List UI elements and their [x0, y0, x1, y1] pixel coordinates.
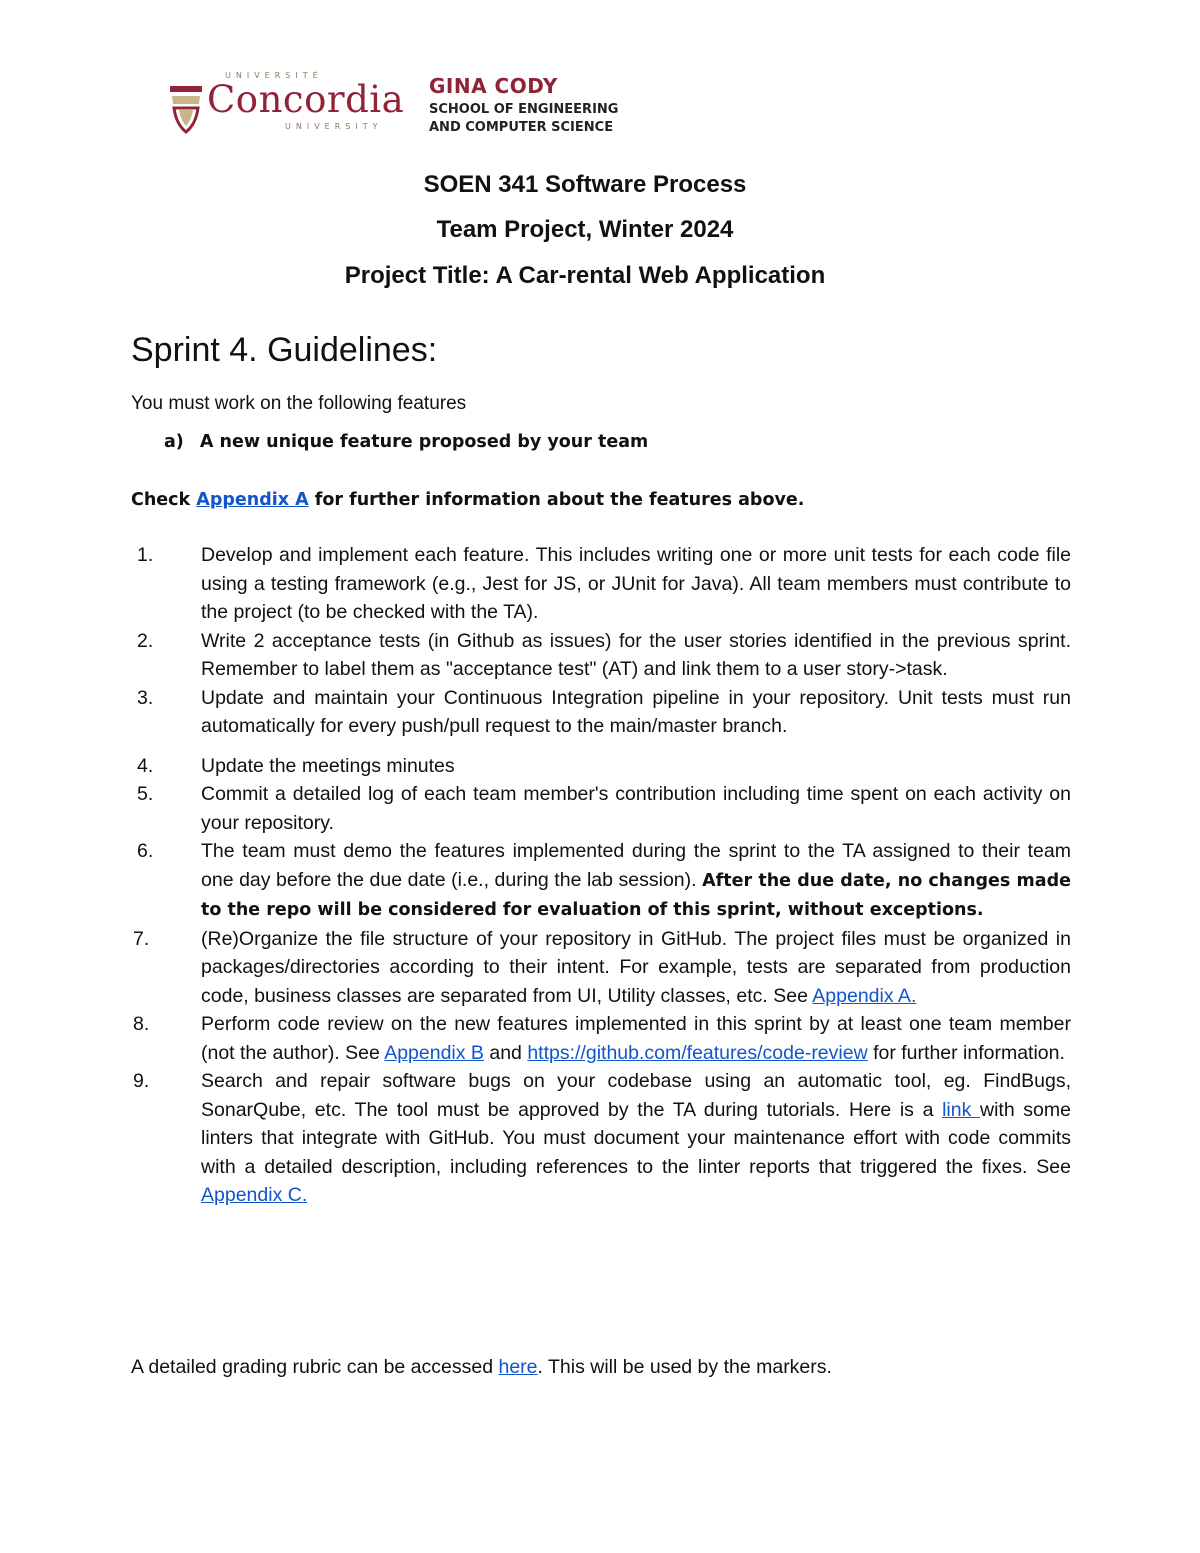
item-number: 3.: [137, 686, 154, 709]
linters-link[interactable]: link: [942, 1098, 980, 1121]
appendix-a-link[interactable]: Appendix A.: [812, 984, 917, 1007]
list-item: [131, 752, 1071, 781]
footer-prefix: A detailed grading rubric can be accessed: [131, 1356, 499, 1378]
item-number: 6.: [137, 840, 154, 862]
item-number: 5.: [137, 783, 154, 805]
appendix-b-link[interactable]: Appendix B: [384, 1041, 484, 1064]
item-number: 1.: [137, 544, 154, 566]
school-line-2: AND COMPUTER SCIENCE: [429, 120, 614, 135]
list-item: [131, 627, 1071, 684]
check-appendix-line: [131, 490, 804, 510]
course-title: SOEN 341 Software Process: [423, 171, 747, 198]
feature-marker: a): [164, 432, 184, 452]
concordia-shield-icon: [168, 80, 204, 139]
item-text: Perform code review on the new features implemented in this sprint by at least one team member (not the author). See: [201, 1013, 1071, 1064]
item-number: 2.: [137, 629, 154, 652]
university-top-text: UNIVERSITÉ: [225, 71, 323, 80]
guidelines-list: [131, 541, 1071, 1210]
code-review-link[interactable]: https://github.com/features/code-review: [527, 1041, 868, 1064]
term-title: Team Project, Winter 2024: [436, 216, 734, 243]
concordia-wordmark: Concordia: [207, 78, 405, 121]
item-bold-text: After the due date, no changes made to the repo will be considered for evaluation of this sprint, without exceptions.: [201, 870, 1071, 920]
list-item: [131, 925, 1071, 1011]
list-item: [131, 541, 1071, 627]
item-text: Commit a detailed log of each team member's contribution including time spent on each activity on your repository.: [201, 783, 1071, 834]
feature-item: [164, 432, 648, 452]
item-text: Update the meetings minutes: [201, 754, 455, 777]
list-item: [131, 1067, 1071, 1210]
university-bottom-text: UNIVERSITY: [285, 122, 383, 131]
feature-text: A new unique feature proposed by your team: [199, 432, 649, 452]
item-number: 7.: [133, 927, 150, 950]
grading-rubric-link[interactable]: here: [498, 1356, 538, 1378]
item-text: Update and maintain your Continuous Integration pipeline in your repository. Unit tests must run automatically for every push/pull request to the main/master branch.: [201, 686, 1071, 737]
item-text: Write 2 acceptance tests (in Github as issues) for the user stories identified in the previous sprint. Remember to label them as "acceptance test" (AT) and link them to a user story->task.: [201, 629, 1071, 680]
item-text: and: [483, 1041, 528, 1064]
check-prefix: Check: [131, 490, 197, 510]
item-text: with some linters that integrate with GitHub. You must document your maintenance effort with code commits with a detailed description, including references to the linter reports that triggered the fixes. See: [201, 1098, 1071, 1178]
item-text: The team must demo the features implemented during the sprint to the TA assigned to their team one day before the due date (i.e., during the lab session).: [201, 840, 1071, 891]
footer-suffix: . This will be used by the markers.: [537, 1356, 832, 1378]
sprint-heading: Sprint 4. Guidelines:: [131, 331, 438, 369]
item-number: 4.: [137, 754, 154, 777]
item-text: for further information.: [867, 1041, 1065, 1064]
check-suffix: for further information about the features above.: [308, 490, 805, 510]
concordia-gina-cody-logo: [165, 71, 635, 136]
project-title: Project Title: A Car-rental Web Application: [344, 262, 826, 289]
item-text: (Re)Organize the file structure of your repository in GitHub. The project files must be organized in packages/directories according to their intent. For example, tests are separated from production code, business classes are separated from UI, Utility classes, etc. See: [201, 927, 1071, 1007]
list-item: [131, 780, 1071, 837]
list-item: [131, 837, 1071, 925]
appendix-c-link[interactable]: Appendix C.: [201, 1184, 308, 1206]
footer-text: [131, 1356, 832, 1379]
list-item: [131, 684, 1071, 741]
school-line-1: SCHOOL OF ENGINEERING: [429, 102, 619, 117]
appendix-a-link[interactable]: Appendix A: [196, 490, 309, 510]
item-text: Search and repair software bugs on your codebase using an automatic tool, eg. FindBugs, SonarQube, etc. The tool must be approved by the TA during tutorials. Here is a: [201, 1070, 1071, 1121]
list-item: [131, 1010, 1071, 1067]
intro-text: You must work on the following features: [131, 393, 467, 414]
gina-cody-wordmark: GINA CODY: [429, 74, 558, 98]
item-number: 8.: [133, 1013, 150, 1035]
item-text: Develop and implement each feature. This includes writing one or more unit tests for each code file using a testing framework (e.g., Jest for JS, or JUnit for Java). All team members must contribute to the project (to be checked with the TA).: [201, 544, 1071, 623]
item-number: 9.: [133, 1070, 150, 1092]
